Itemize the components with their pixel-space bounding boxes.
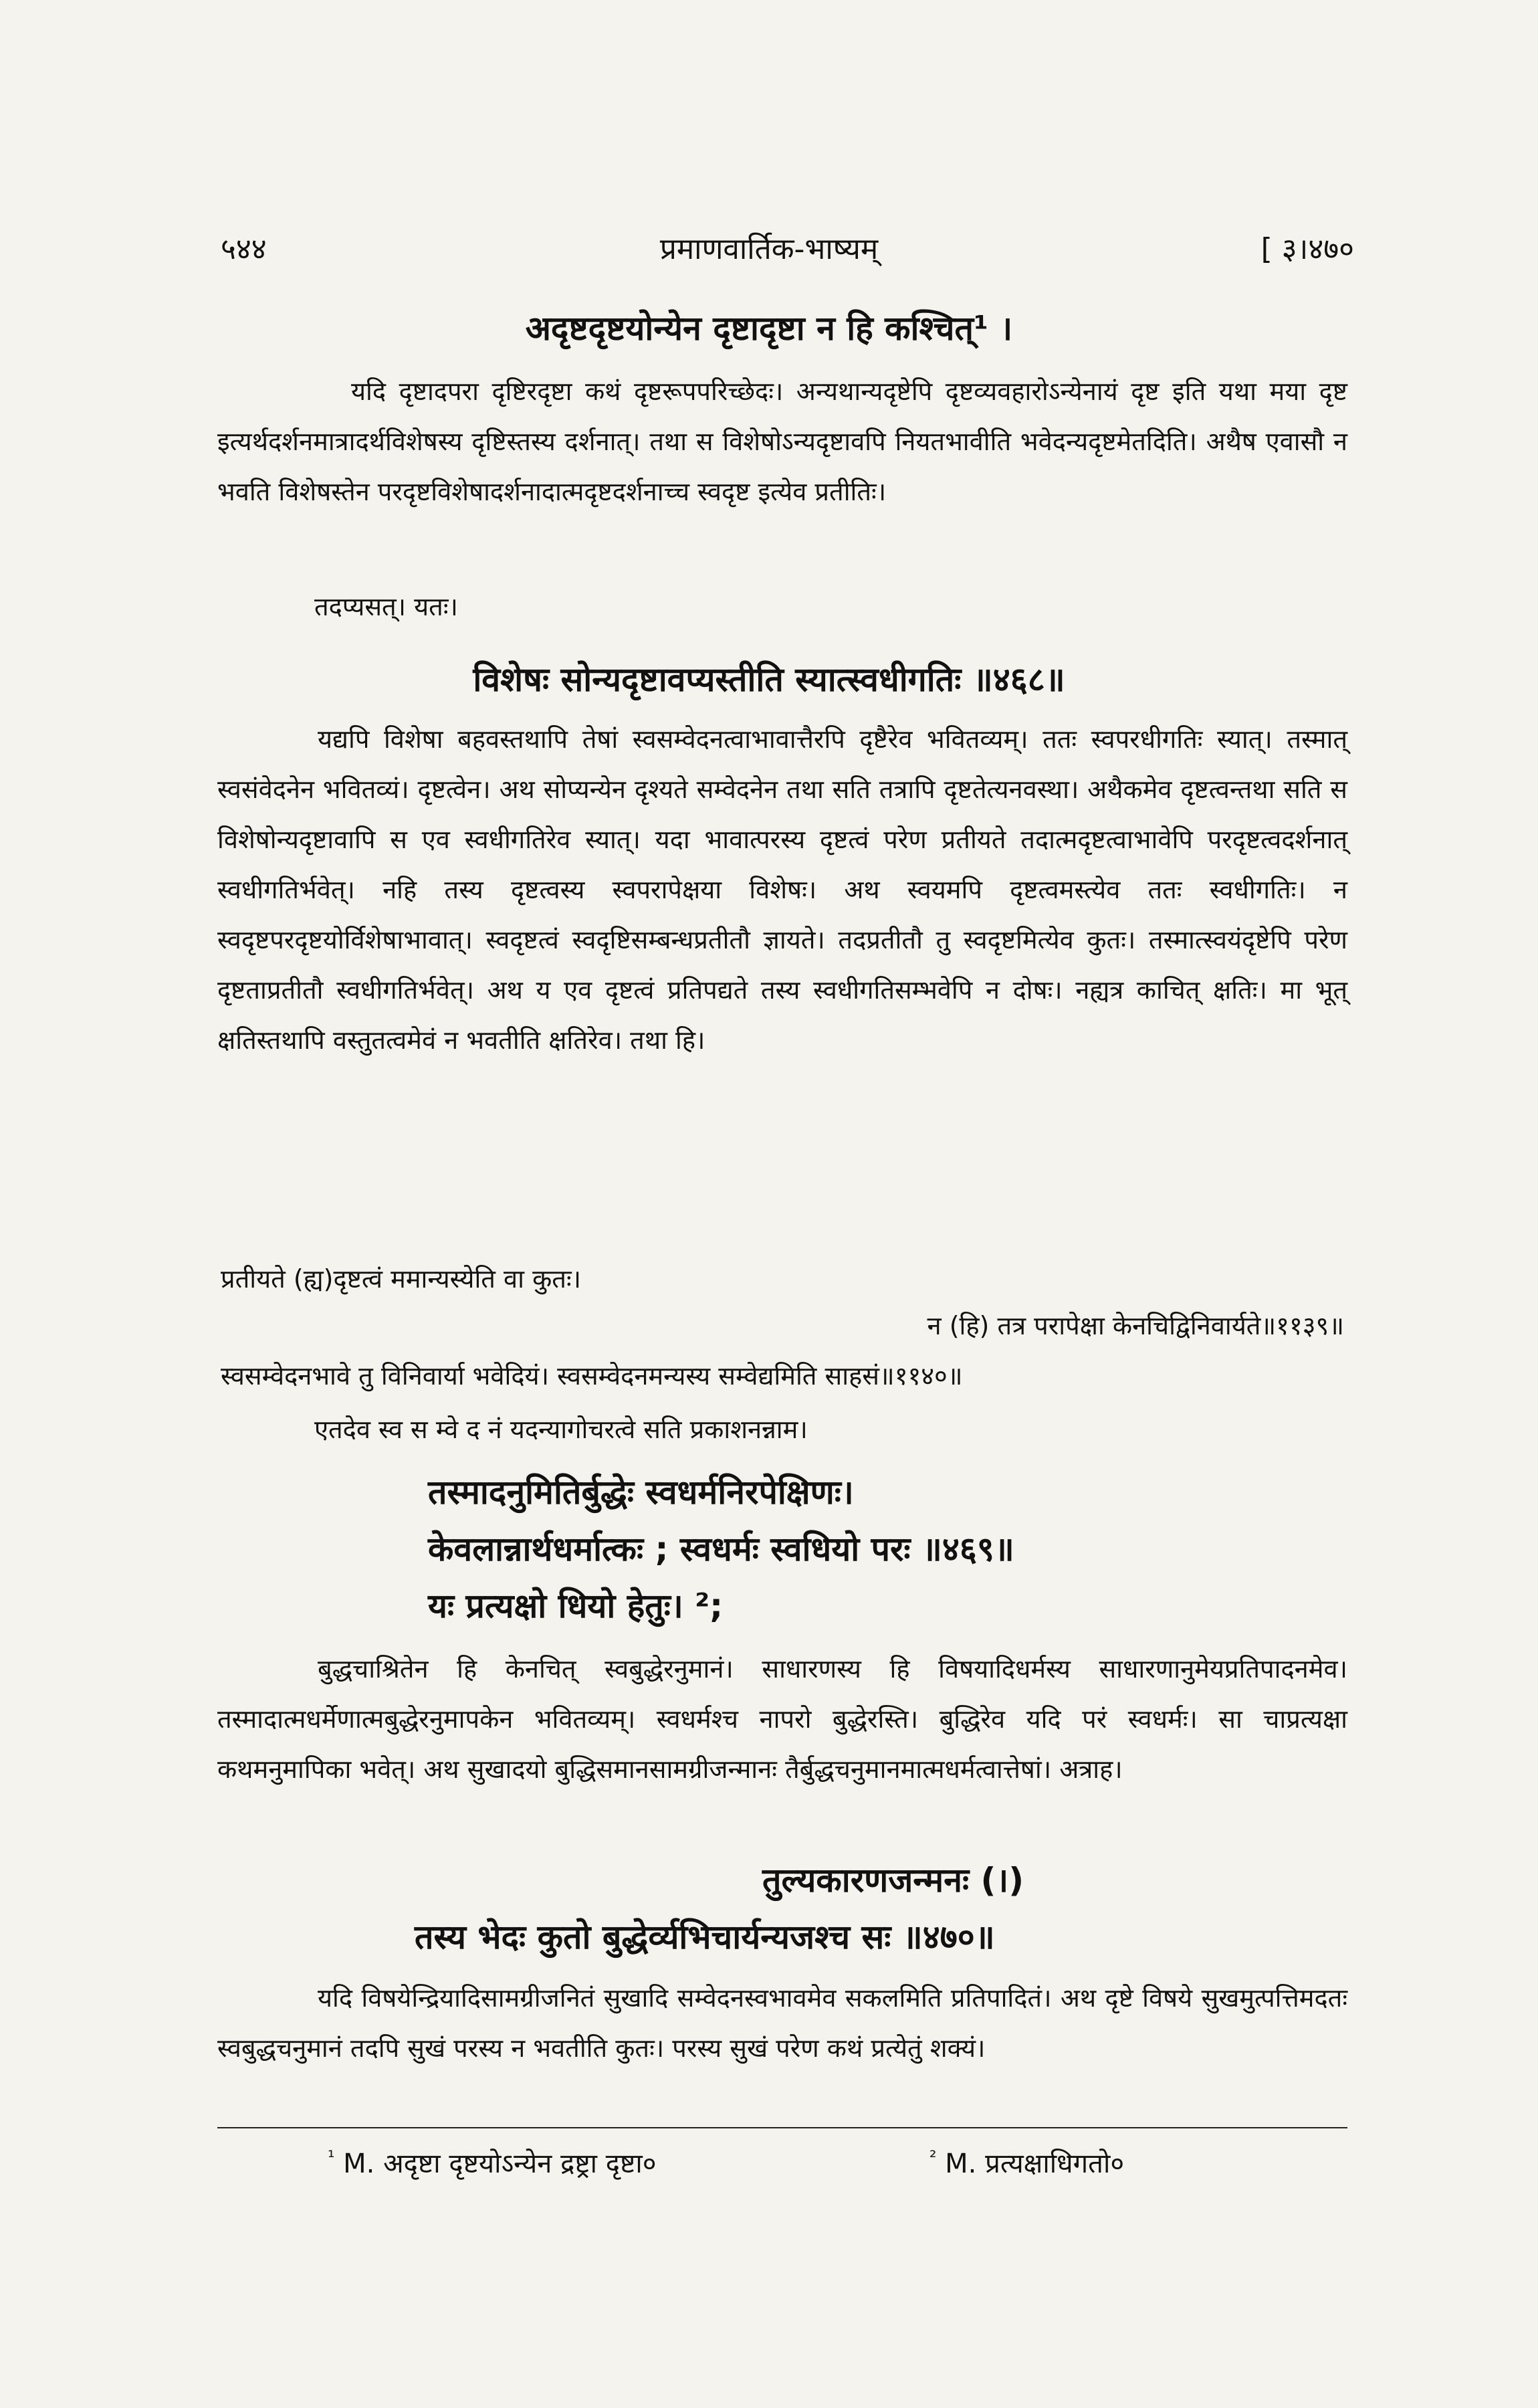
footnote-separator [217, 2127, 1347, 2128]
verse-heading-1: अदृष्टदृष्टयोन्येन दृष्टादृष्टा न हि कश्चित्¹ । [525, 309, 1013, 348]
verse-heading-3-line-1: तस्मादनुमितिर्बुद्धेः स्वधर्मनिरपेक्षिणः। [428, 1473, 854, 1512]
footnote-1-text: M. अदृष्टा दृष्टयोऽन्येन द्रष्ट्रा दृष्टा० [343, 2148, 657, 2179]
running-title: प्रमाणवार्तिक-भाष्यम् [659, 232, 879, 266]
karika-line-2: न (हि) तत्र परापेक्षा केनचिद्विनिवार्यते॥११३९॥ [927, 1311, 1344, 1340]
footnote-2-marker: ² [929, 2147, 937, 2168]
verse-heading-4-line-2: तस्य भेदः कुतो बुद्धेर्व्यभिचार्यन्यजश्च सः ॥४७०॥ [415, 1918, 995, 1956]
section-reference: [ ३।४७० [1260, 232, 1354, 266]
commentary-paragraph-2: यद्यपि विशेषा बहवस्तथापि तेषां स्वसम्वेदनत्वाभावात्तैरपि दृष्टैरेव भवितव्यम्। ततः स्वपरधीगतिः स्यात्। तस्मात् स्वसंवेदनेन भवितव्यं। दृष्टत्वेन। अथ सोप्यन्येन दृश्यते सम्वेदनेन तथा सति तत्रापि दृष्टतेत्यनवस्था। अथैकमेव दृष्टत्वन्तथा सति स विशेषोन्यदृष्टावापि स एव स्वधीगतिरेव स्यात्। यदा भावात्परस्य दृष्टत्वं परेण प्रतीयते तदात्मदृष्टत्वाभावेपि परदृष्टत्वदर्शनात् स्वधीगतिर्भवेत्। नहि तस्य दृष्टत्वस्य स्वपरापेक्षया विशेषः। अथ स्वयमपि दृष्टत्वमस्त्येव ततः स्वधीगतिः। न स्वदृष्टपरदृष्टयोर्विशेषाभावात्। स्वदृष्टत्वं स्वदृष्टिसम्बन्धप्रतीतौ ज्ञायते। तदप्रतीतौ तु स्वदृष्टमित्येव कुतः। तस्मात्स्वयंदृष्टेपि परेण दृष्टताप्रतीतौ स्वधीगतिर्भवेत्। अथ य एव दृष्टत्वं प्रतिपद्यते तस्य स्वधीगतिसम्भवेपि न दोषः। नह्यत्र काचित् क्षतिः। मा भूत् क्षतिस्तथापि वस्तुतत्वमेवं न भवतीति क्षतिरेव। तथा हि। [217, 724, 1347, 1055]
footnote-1-marker: ¹ [328, 2147, 335, 2168]
karika-line-3: स्वसम्वेदनभावे तु विनिवार्या भवेदियं। स्वसम्वेदनमन्यस्य सम्वेद्यमिति साहसं॥११४०॥ [221, 1361, 963, 1391]
footnote-2-text: M. प्रत्यक्षाधिगतो० [945, 2148, 1125, 2179]
verse-heading-3-line-2: केवलान्नार्थधर्मात्कः ; स्वधर्मः स्वधियो परः ॥४६९॥ [428, 1530, 1014, 1569]
footnote-2 [929, 2144, 1124, 2181]
karika-line-1: प्रतीयते (ह्य)दृष्टत्वं ममान्यस्येति वा कुतः। [221, 1264, 582, 1294]
commentary-line-etadeva: एतदेव स्व स म्वे द नं यदन्यागोचरत्वे सति प्रकाशनन्नाम। [314, 1415, 808, 1444]
verse-heading-4-line-1: तुल्यकारणजन्मनः (।) [762, 1861, 1024, 1900]
footnote-1 [328, 2144, 657, 2181]
commentary-paragraph-1: यदि दृष्टादपरा दृष्टिरदृष्टा कथं दृष्टरूपपरिच्छेदः। अन्यथान्यदृष्टेपि दृष्टव्यवहारोऽन्येनायं दृष्ट इति यथा मया दृष्ट इत्यर्थदर्शनमात्रादर्थविशेषस्य दृष्टिस्तस्य दर्शनात्। तथा स विशेषोऽन्यदृष्टावपि नियतभावीति भवेदन्यदृष्टमेतदिति। अथैष एवासौ न भवति विशेषस्तेन परदृष्टविशेषादर्शनादात्मदृष्टदर्शनाच्च स्वदृष्ट इत्येव प्रतीतिः। [217, 377, 1347, 506]
verse-heading-2: विशेषः सोन्यदृष्टावप्यस्तीति स्यात्स्वधीगतिः ॥४६८॥ [473, 660, 1065, 699]
commentary-line-tadapyasat: तदप्यसत्। यतः। [314, 592, 458, 621]
commentary-paragraph-3: बुद्धचाश्रितेन हि केनचित् स्वबुद्धेरनुमानं। साधारणस्य हि विषयादिधर्मस्य साधारणानुमेयप्रतिपादनमेव। तस्मादात्मधर्मेणात्मबुद्धेरनुमापकेन भवितव्यम्। स्वधर्मश्च नापरो बुद्धेरस्ति। बुद्धिरेव यदि परं स्वधर्मः। सा चाप्रत्यक्षा कथमनुमापिका भवेत्। अथ सुखादयो बुद्धिसमानसामग्रीजन्मानः तैर्बुद्धचनुमानमात्मधर्मत्वात्तेषां। अत्राह। [217, 1654, 1347, 1784]
verse-heading-3-line-3: यः प्रत्यक्षो धियो हेतुः। ²; [428, 1587, 724, 1625]
commentary-paragraph-4: यदि विषयेन्द्रियादिसामग्रीजनितं सुखादि सम्वेदनस्वभावमेव सकलमिति प्रतिपादितं। अथ दृष्टे विषये सुखमुत्पत्तिमदतः स्वबुद्धचनुमानं तदपि सुखं परस्य न भवतीति कुतः। परस्य सुखं परेण कथं प्रत्येतुं शक्यं। [217, 1983, 1347, 2063]
page-number: ५४४ [221, 232, 267, 266]
